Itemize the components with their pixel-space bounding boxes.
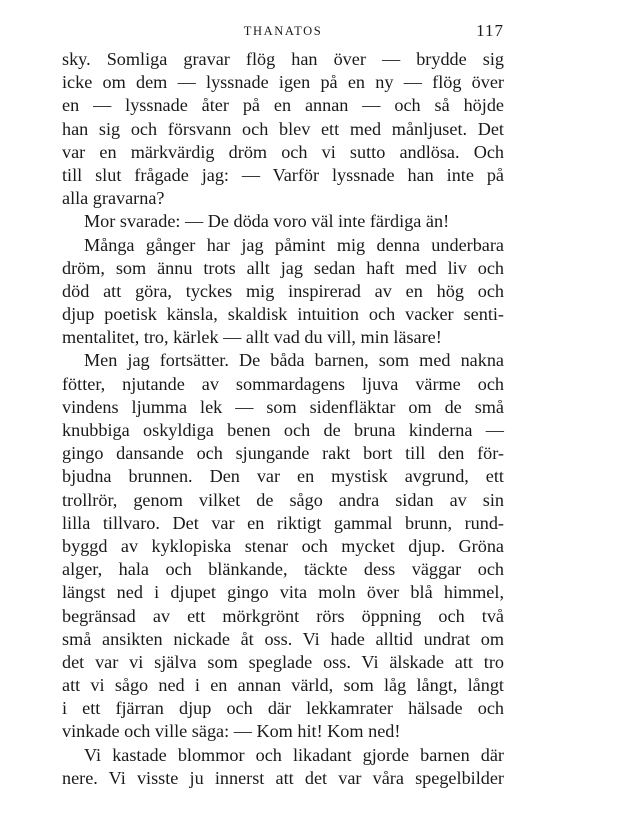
text-line: gingo dansande och sjungande rakt bort till den för- — [62, 443, 504, 464]
text-line: knubbiga oskyldiga benen och de bruna kinderna — — [62, 420, 504, 440]
text-line: längst ned i djupet gingo vita moln över blå himmel, — [62, 582, 504, 603]
text-line: Mor svarade: — De döda voro väl inte färdiga än! — [84, 211, 450, 232]
text-line: begränsad av ett mörkgrönt rörs öppning och två — [62, 605, 504, 626]
text-line: en — lyssnade åter på en annan — och så höjde — [62, 95, 504, 116]
text-line: djup poetisk känsla, skaldisk intuition och vacker senti- — [62, 304, 504, 325]
text-line: dröm, som ännu trots allt jag sedan haft med liv och — [62, 257, 504, 278]
text-line: fötter, njutande av sommardagens ljuva värme och — [62, 373, 504, 394]
text-line: död att göra, tyckes mig inspirerad av en hög och — [62, 280, 504, 301]
text-line: sky. Somliga gravar flög han över — brydde sig — [62, 49, 504, 69]
text-line: byggd av kyklopiska stenar och mycket djup. Gröna — [62, 535, 504, 556]
text-line: lilla tillvaro. Det var en riktigt gammal brunn, rund- — [62, 512, 504, 533]
text-line: mentalitet, tro, kärlek — allt vad du vill, min läsare! — [62, 327, 442, 348]
text-line: var en märkvärdig dröm och vi sutto andlösa. Och — [62, 141, 504, 162]
text-line: vinkade och ville säga: — Kom hit! Kom ned! — [62, 721, 401, 742]
text-line: det var vi själva som speglade oss. Vi älskade att tro — [62, 651, 504, 672]
text-line: små ansikten nickade åt oss. Vi hade alltid undrat om — [62, 628, 504, 649]
text-line: i ett fjärran djup och där lekkamrater hälsade och — [62, 698, 504, 719]
text-line: icke om dem — lyssnade igen på en ny — flög över — [62, 72, 504, 93]
body-text — [62, 48, 504, 790]
text-line: alla gravarna? — [62, 188, 165, 209]
text-line: nere. Vi visste ju innerst att det var våra spegelbilder — [62, 767, 504, 788]
text-line: alger, hala och blänkande, täckte dess väggar och — [62, 559, 504, 580]
text-line: han sig och försvann och blev ett med månljuset. Det — [62, 118, 504, 139]
running-head — [62, 19, 504, 43]
text-line: bjudna brunnen. Den var en mystisk avgrund, ett — [62, 466, 504, 487]
text-line: vindens ljumma lek — som sidenfläktar om de små — [62, 396, 504, 417]
text-line: till slut frågade jag: — Varför lyssnade han inte på — [62, 164, 504, 185]
text-line: Många gånger har jag påmint mig denna underbara — [84, 234, 504, 255]
text-line: trollrör, genom vilket de sågo andra sidan av sin — [62, 489, 504, 510]
text-line: Vi kastade blommor och likadant gjorde barnen där — [84, 744, 504, 765]
text-line: Men jag fortsätter. De båda barnen, som med nakna — [84, 350, 504, 371]
running-title: THANATOS — [243, 24, 323, 38]
text-line: att vi sågo ned i en annan värld, som låg långt, långt — [62, 675, 504, 696]
page-number: 117 — [476, 21, 504, 40]
